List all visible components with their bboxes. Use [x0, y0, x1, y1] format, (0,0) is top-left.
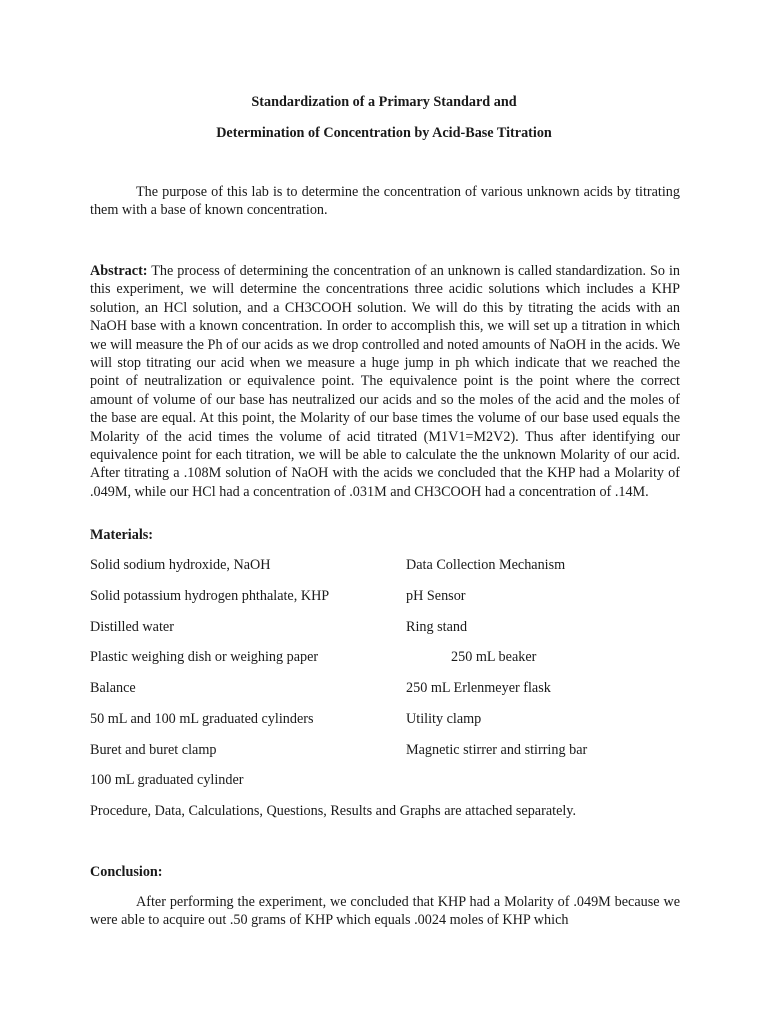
material-item: Buret and buret clamp	[90, 742, 217, 758]
purpose-text: The purpose of this lab is to determine the concentration of various unknown acids by titrating them with a base of known concentration.	[90, 184, 680, 219]
material-item: pH Sensor	[406, 588, 466, 604]
material-item: Ring stand	[406, 619, 468, 635]
attached-note: Procedure, Data, Calculations, Questions, Results and Graphs are attached separately.	[90, 803, 577, 819]
conclusion-text: After performing the experiment, we concluded that KHP had a Molarity of .049M because we were able to acquire out .50 grams of KHP which equals .0024 moles of KHP which	[90, 894, 680, 929]
materials-heading: Materials:	[90, 527, 154, 543]
title-line-1: Standardization of a Primary Standard and	[251, 94, 517, 110]
abstract-paragraph	[90, 262, 680, 501]
material-item: Balance	[90, 680, 136, 696]
abstract-text: The process of determining the concentration of an unknown is called standardization. So in this experiment, we will determine the concentrations three acidic solutions which includes a KHP solution, an HCl solution, and a CH3COOH solution. We will do this by titrating the acids with an NaOH base with a known concentration. In order to accomplish this, we will set up a titration in which we will measure the Ph of our acids as we drop controlled and noted amounts of NaOH in the acids. We will stop titrating our acid when we measure a huge jump in ph which indicate that we reached the point of neutralization or equivalence point. The equivalence point is the point where the correct amount of volume of our base has neutralized our acids and so the moles of the acid and the moles of the base are equal. At this point, the Molarity of our base times the volume of our base used equals the Molarity of the acid times the volume of acid titrated (M1V1=M2V2). Thus after identifying our equivalence point for each titration, we will be able to calculate the the unknown Molarity of our acid. After titrating a .108M solution of NaOH with the acids we concluded that the KHP had a Molarity of .049M, while our HCl had a concentration of .031M and CH3COOH had a concentration of .14M.	[90, 263, 680, 500]
material-item: 250 mL beaker	[451, 649, 537, 665]
material-item: Solid sodium hydroxide, NaOH	[90, 557, 271, 573]
material-item: 50 mL and 100 mL graduated cylinders	[90, 711, 314, 727]
material-item: 250 mL Erlenmeyer flask	[406, 680, 551, 696]
material-item: Distilled water	[90, 619, 174, 635]
material-item: Solid potassium hydrogen phthalate, KHP	[90, 588, 330, 604]
purpose-paragraph	[90, 183, 680, 220]
conclusion-paragraph	[90, 893, 680, 930]
material-item: Magnetic stirrer and stirring bar	[406, 742, 588, 758]
abstract-label: Abstract:	[90, 263, 148, 279]
material-item: Data Collection Mechanism	[406, 557, 566, 573]
conclusion-heading: Conclusion:	[90, 864, 163, 880]
material-item: Utility clamp	[406, 711, 482, 727]
material-item: Plastic weighing dish or weighing paper	[90, 649, 319, 665]
material-item: 100 mL graduated cylinder	[90, 772, 244, 788]
title-line-2: Determination of Concentration by Acid-Base Titration	[216, 125, 552, 141]
